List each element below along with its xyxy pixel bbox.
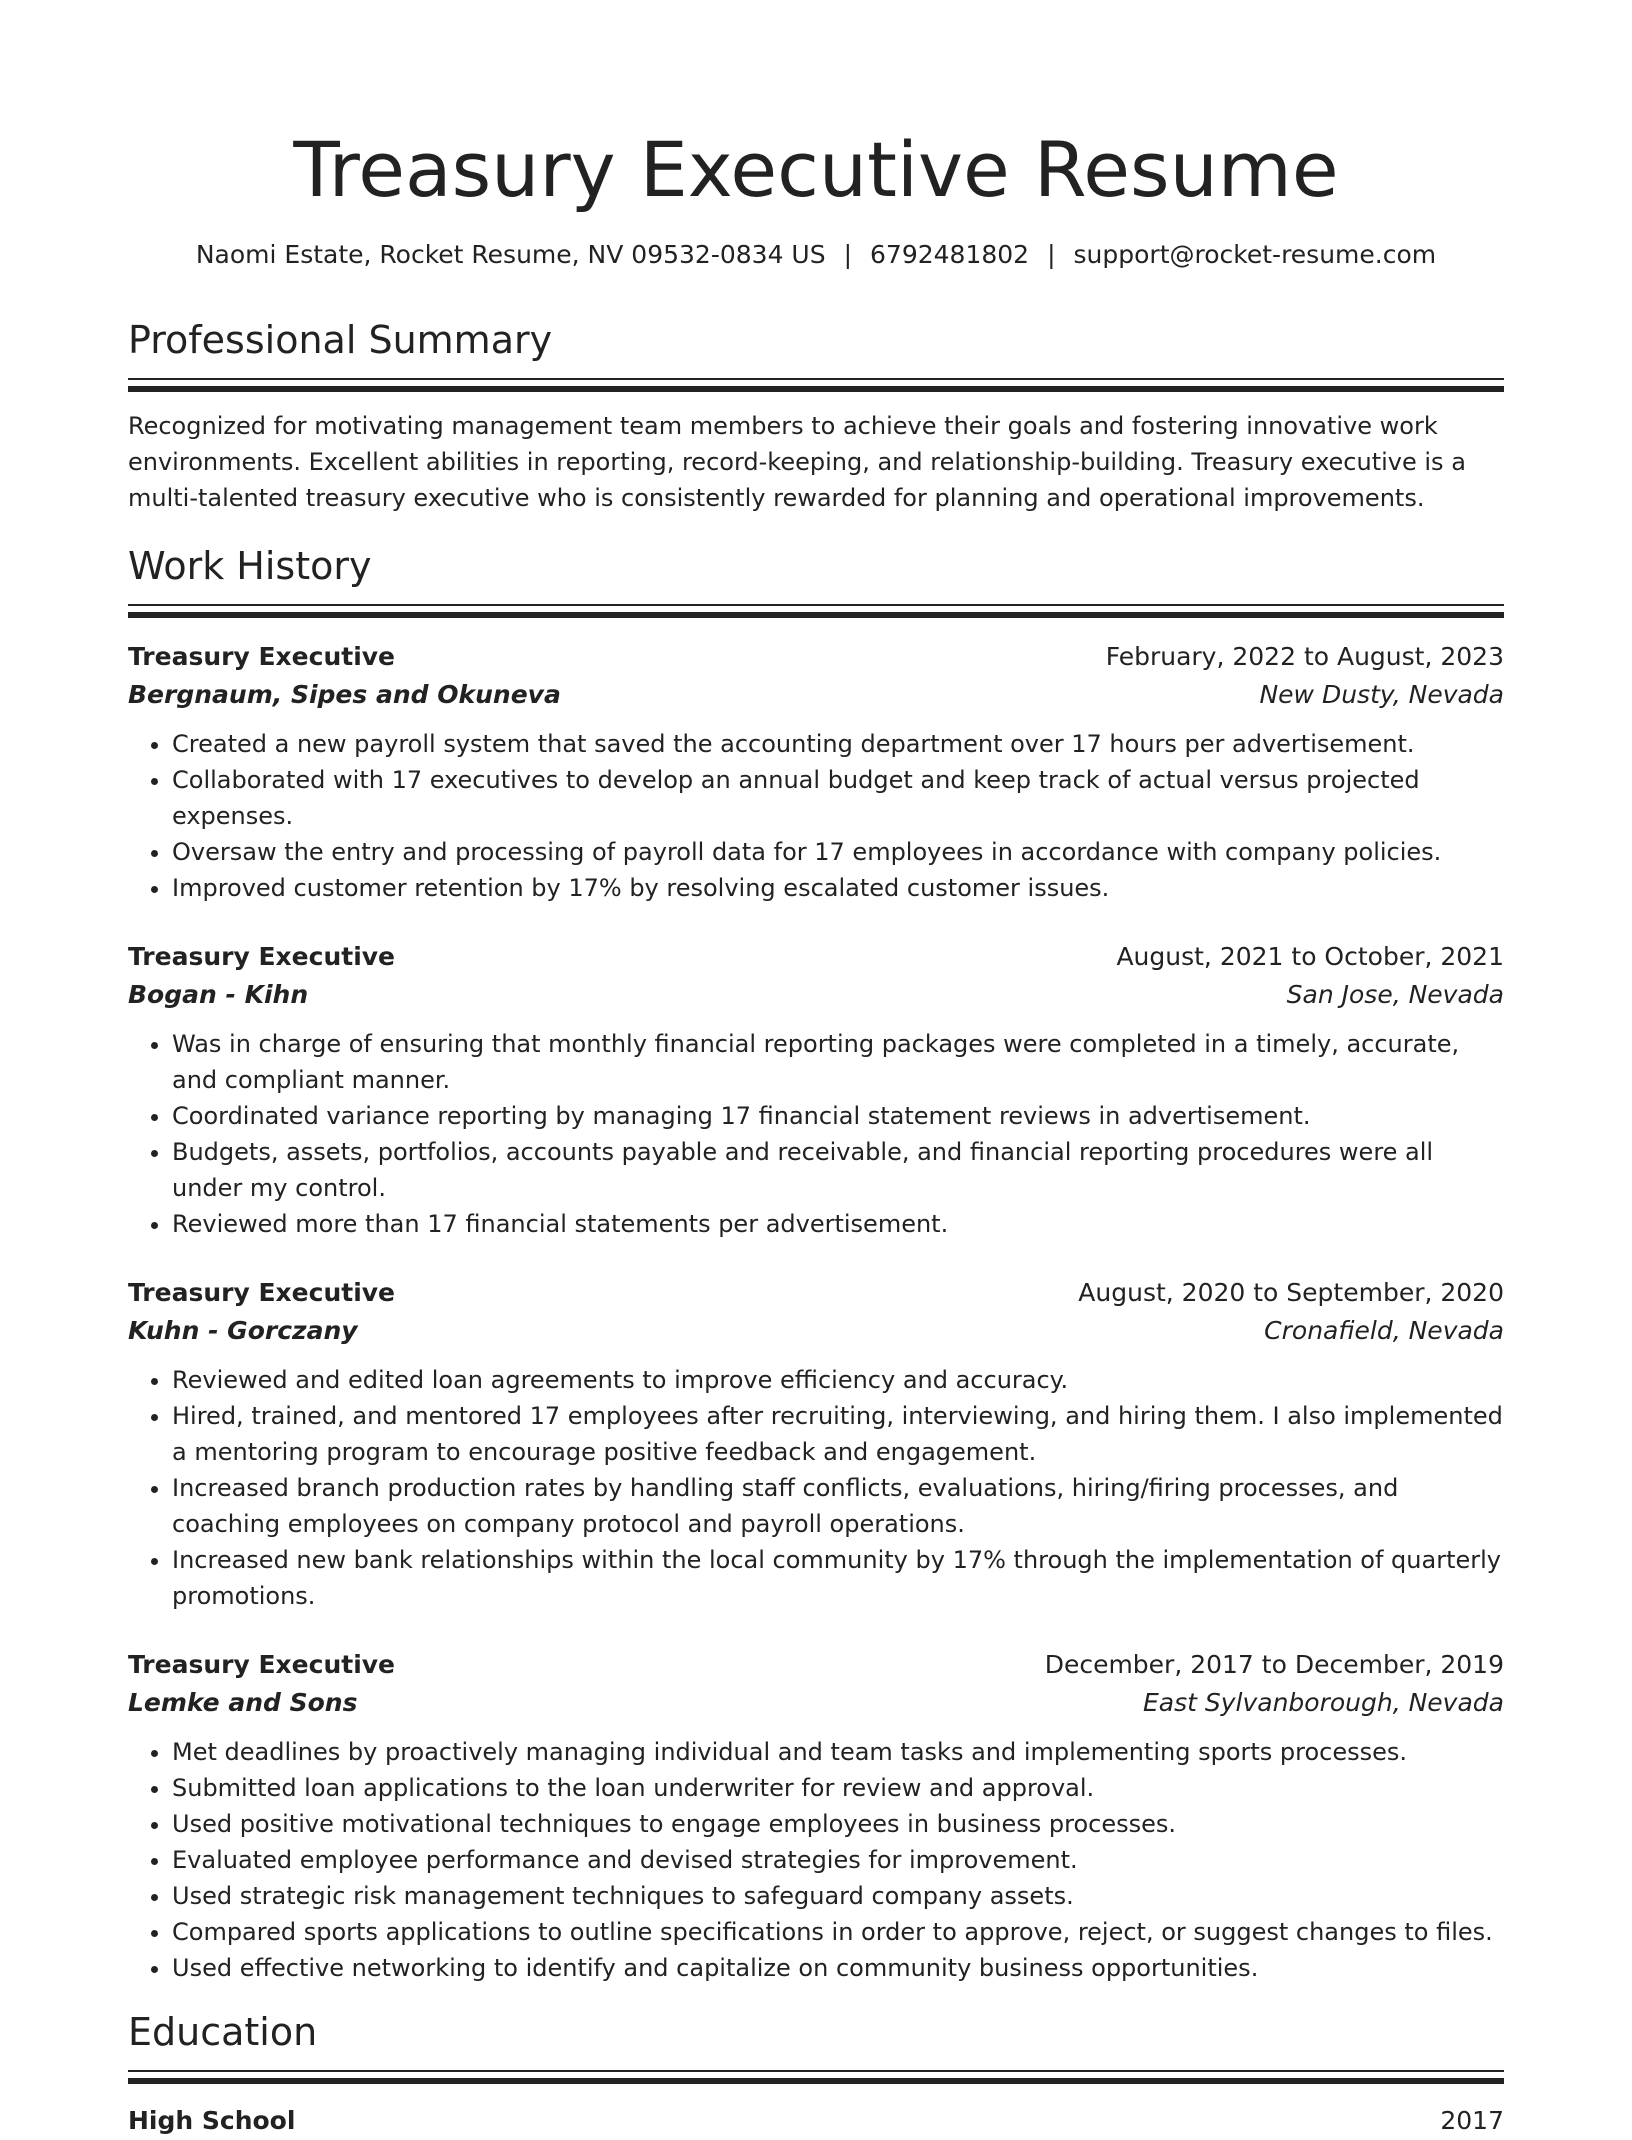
job-title: Treasury Executive [128, 1278, 396, 1307]
education-entry [128, 2102, 1504, 2140]
section-heading: Work History [128, 544, 372, 588]
job-bullet: • Was in charge of ensuring that monthly financial reporting packages were completed in a timely, accurate, and compliant manner. [172, 1026, 1504, 1098]
contact-separator: | [843, 240, 853, 269]
job-bullet: • Reviewed more than 17 financial statements per advertisement. [172, 1206, 1504, 1242]
contact-phone: 6792481802 [870, 240, 1030, 269]
job-subheader [128, 976, 1504, 1014]
job-bullets [128, 1734, 1504, 1986]
job-bullet: • Oversaw the entry and processing of payroll data for 17 employees in accordance with company policies. [172, 834, 1504, 870]
job-bullet: • Improved customer retention by 17% by resolving escalated customer issues. [172, 870, 1504, 906]
job-company: Lemke and Sons [128, 1688, 358, 1717]
job-company: Bogan - Kihn [128, 980, 309, 1009]
job-bullets [128, 1362, 1504, 1614]
job-location: San Jose, Nevada [1286, 980, 1504, 1009]
job-subheader [128, 1312, 1504, 1350]
job-entry [128, 638, 1504, 906]
education-section [128, 2008, 1504, 2140]
job-bullet: • Used positive motivational techniques to engage employees in business processes. [172, 1806, 1504, 1842]
contact-line [128, 238, 1504, 272]
job-header [128, 938, 1504, 976]
job-bullet: • Evaluated employee performance and devised strategies for improvement. [172, 1842, 1504, 1878]
job-bullet: • Used effective networking to identify and capitalize on community business opportunities. [172, 1950, 1504, 1986]
education-school: High School [128, 2106, 296, 2135]
job-bullet: • Created a new payroll system that saved the accounting department over 17 hours per advertisement. [172, 726, 1504, 762]
job-header [128, 1274, 1504, 1312]
summary-text: Recognized for motivating management team members to achieve their goals and fostering innovative work environments. Excellent abilities in reporting, record-keeping, and relationship-building. Treasury executive is a multi-talented treasury executive who is consistently rewarded for planning and operational improvements. [128, 412, 1466, 512]
job-entry [128, 1646, 1504, 1986]
job-subheader [128, 1684, 1504, 1722]
job-bullet: • Met deadlines by proactively managing individual and team tasks and implementing sports processes. [172, 1734, 1504, 1770]
job-location: East Sylvanborough, Nevada [1142, 1688, 1504, 1717]
job-location: New Dusty, Nevada [1259, 680, 1504, 709]
job-bullet: • Reviewed and edited loan agreements to improve efficiency and accuracy. [172, 1362, 1504, 1398]
section-divider [128, 378, 1504, 392]
job-location: Cronafield, Nevada [1264, 1316, 1504, 1345]
resume-page [128, 0, 1504, 2140]
section-heading: Education [128, 2010, 318, 2054]
job-entry [128, 938, 1504, 1242]
job-company: Kuhn - Gorczany [128, 1316, 358, 1345]
job-bullets [128, 1026, 1504, 1242]
section-divider [128, 2070, 1504, 2084]
job-entry [128, 1274, 1504, 1614]
job-dates: August, 2021 to October, 2021 [1116, 942, 1504, 971]
contact-address: Naomi Estate, Rocket Resume, NV 09532-0834 US [195, 240, 826, 269]
job-title: Treasury Executive [128, 642, 396, 671]
resume-title: Treasury Executive Resume [293, 125, 1339, 214]
job-dates: February, 2022 to August, 2023 [1105, 642, 1504, 671]
job-bullet: • Submitted loan applications to the loan underwriter for review and approval. [172, 1770, 1504, 1806]
job-bullet: • Coordinated variance reporting by managing 17 financial statement reviews in advertisement. [172, 1098, 1504, 1134]
job-company: Bergnaum, Sipes and Okuneva [128, 680, 561, 709]
education-year: 2017 [1440, 2106, 1504, 2135]
job-bullet: • Compared sports applications to outline specifications in order to approve, reject, or suggest changes to files. [172, 1914, 1504, 1950]
job-dates: December, 2017 to December, 2019 [1044, 1650, 1504, 1679]
job-bullet: • Increased branch production rates by handling staff conflicts, evaluations, hiring/firing processes, and coaching employees on company protocol and payroll operations. [172, 1470, 1504, 1542]
job-subheader [128, 676, 1504, 714]
section-heading: Professional Summary [128, 318, 553, 362]
contact-email: support@rocket-resume.com [1073, 240, 1437, 269]
job-title: Treasury Executive [128, 942, 396, 971]
work-history-section [128, 542, 1504, 1986]
job-header [128, 1646, 1504, 1684]
job-bullet: • Increased new bank relationships within the local community by 17% through the implementation of quarterly promotions. [172, 1542, 1504, 1614]
job-dates: August, 2020 to September, 2020 [1078, 1278, 1504, 1307]
section-divider [128, 604, 1504, 618]
job-header [128, 638, 1504, 676]
job-bullet: • Collaborated with 17 executives to develop an annual budget and keep track of actual versus projected expenses. [172, 762, 1504, 834]
job-bullets [128, 726, 1504, 906]
job-title: Treasury Executive [128, 1650, 396, 1679]
contact-separator: | [1047, 240, 1056, 269]
summary-section [128, 316, 1504, 516]
job-bullet: • Budgets, assets, portfolios, accounts payable and receivable, and financial reporting procedures were all under my control. [172, 1134, 1504, 1206]
job-bullet: • Hired, trained, and mentored 17 employees after recruiting, interviewing, and hiring them. I also implemented a mentoring program to encourage positive feedback and engagement. [172, 1398, 1504, 1470]
job-bullet: • Used strategic risk management techniques to safeguard company assets. [172, 1878, 1504, 1914]
